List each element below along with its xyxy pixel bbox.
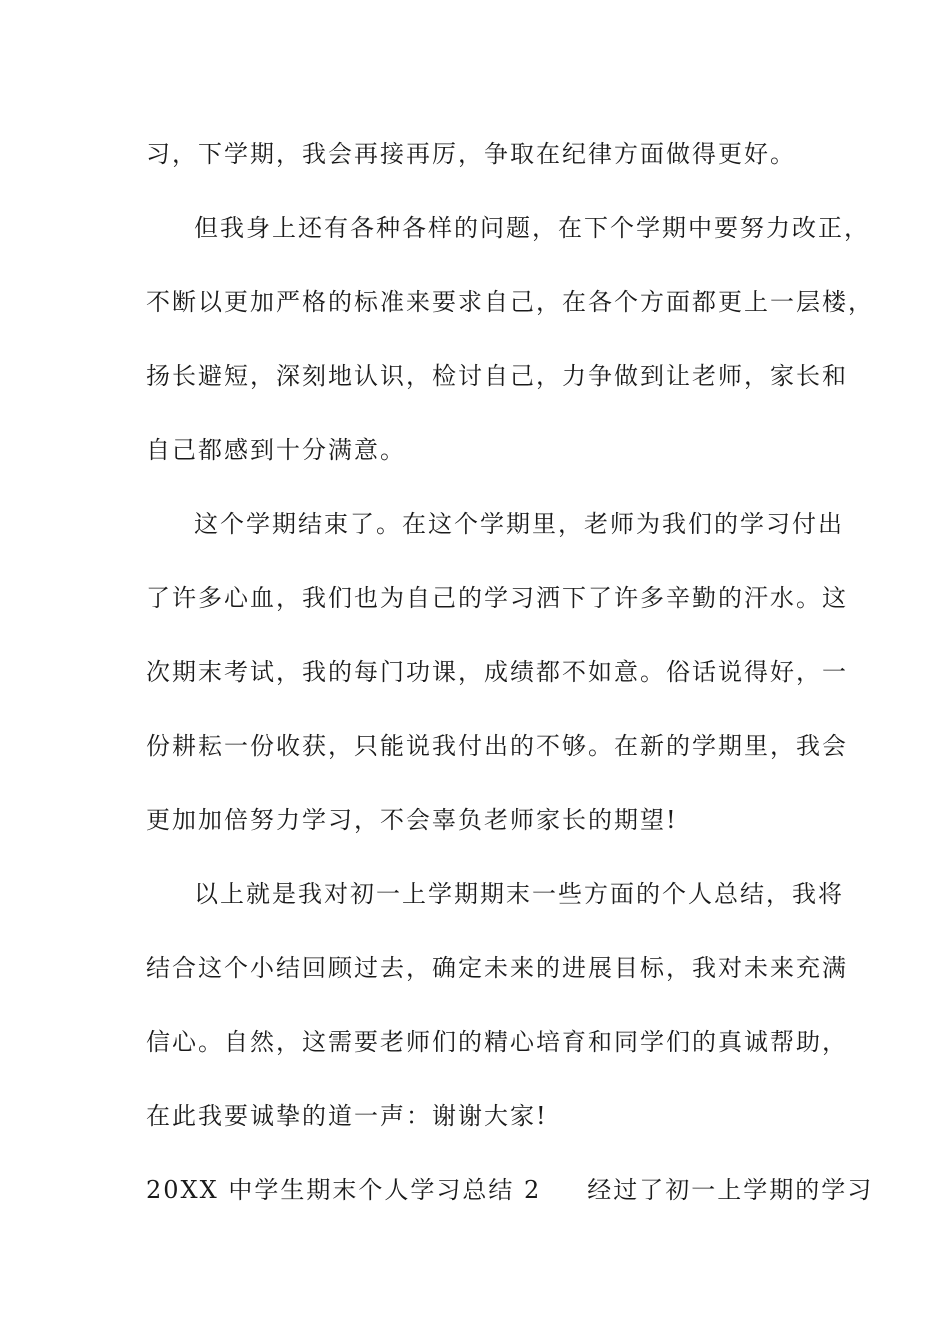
text-line: 习，下学期，我会再接再厉，争取在纪律方面做得更好。 xyxy=(146,140,796,168)
text-line: 份耕耘一份收获，只能说我付出的不够。在新的学期里，我会 xyxy=(146,732,848,760)
text-line: 自己都感到十分满意。 xyxy=(146,436,406,464)
text-line: 信心。自然，这需要老师们的精心培育和同学们的真诚帮助， xyxy=(146,1028,848,1056)
text-line: 结合这个小结回顾过去，确定未来的进展目标，我对未来充满 xyxy=(146,954,848,982)
section-title: 20XX 中学生期末个人学习总结 2 xyxy=(146,1176,542,1204)
section-continuation-text: 经过了初一上学期的学习 xyxy=(587,1176,874,1204)
text-line: 更加加倍努力学习，不会辜负老师家长的期望! xyxy=(146,806,678,834)
text-line: 不断以更加严格的标准来要求自己，在各个方面都更上一层楼， xyxy=(146,288,874,316)
paragraph-start-line: 这个学期结束了。在这个学期里，老师为我们的学习付出 xyxy=(194,510,844,538)
text-line: 扬长避短，深刻地认识，检讨自己，力争做到让老师，家长和 xyxy=(146,362,848,390)
section-heading-line xyxy=(146,1174,873,1206)
paragraph-start-line: 但我身上还有各种各样的问题，在下个学期中要努力改正， xyxy=(194,214,870,242)
text-line: 了许多心血，我们也为自己的学习洒下了许多辛勤的汗水。这 xyxy=(146,584,848,612)
text-line: 在此我要诚挚的道一声：谢谢大家! xyxy=(146,1102,548,1130)
text-line: 次期末考试，我的每门功课，成绩都不如意。俗话说得好，一 xyxy=(146,658,848,686)
paragraph-start-line: 以上就是我对初一上学期期末一些方面的个人总结，我将 xyxy=(194,880,844,908)
